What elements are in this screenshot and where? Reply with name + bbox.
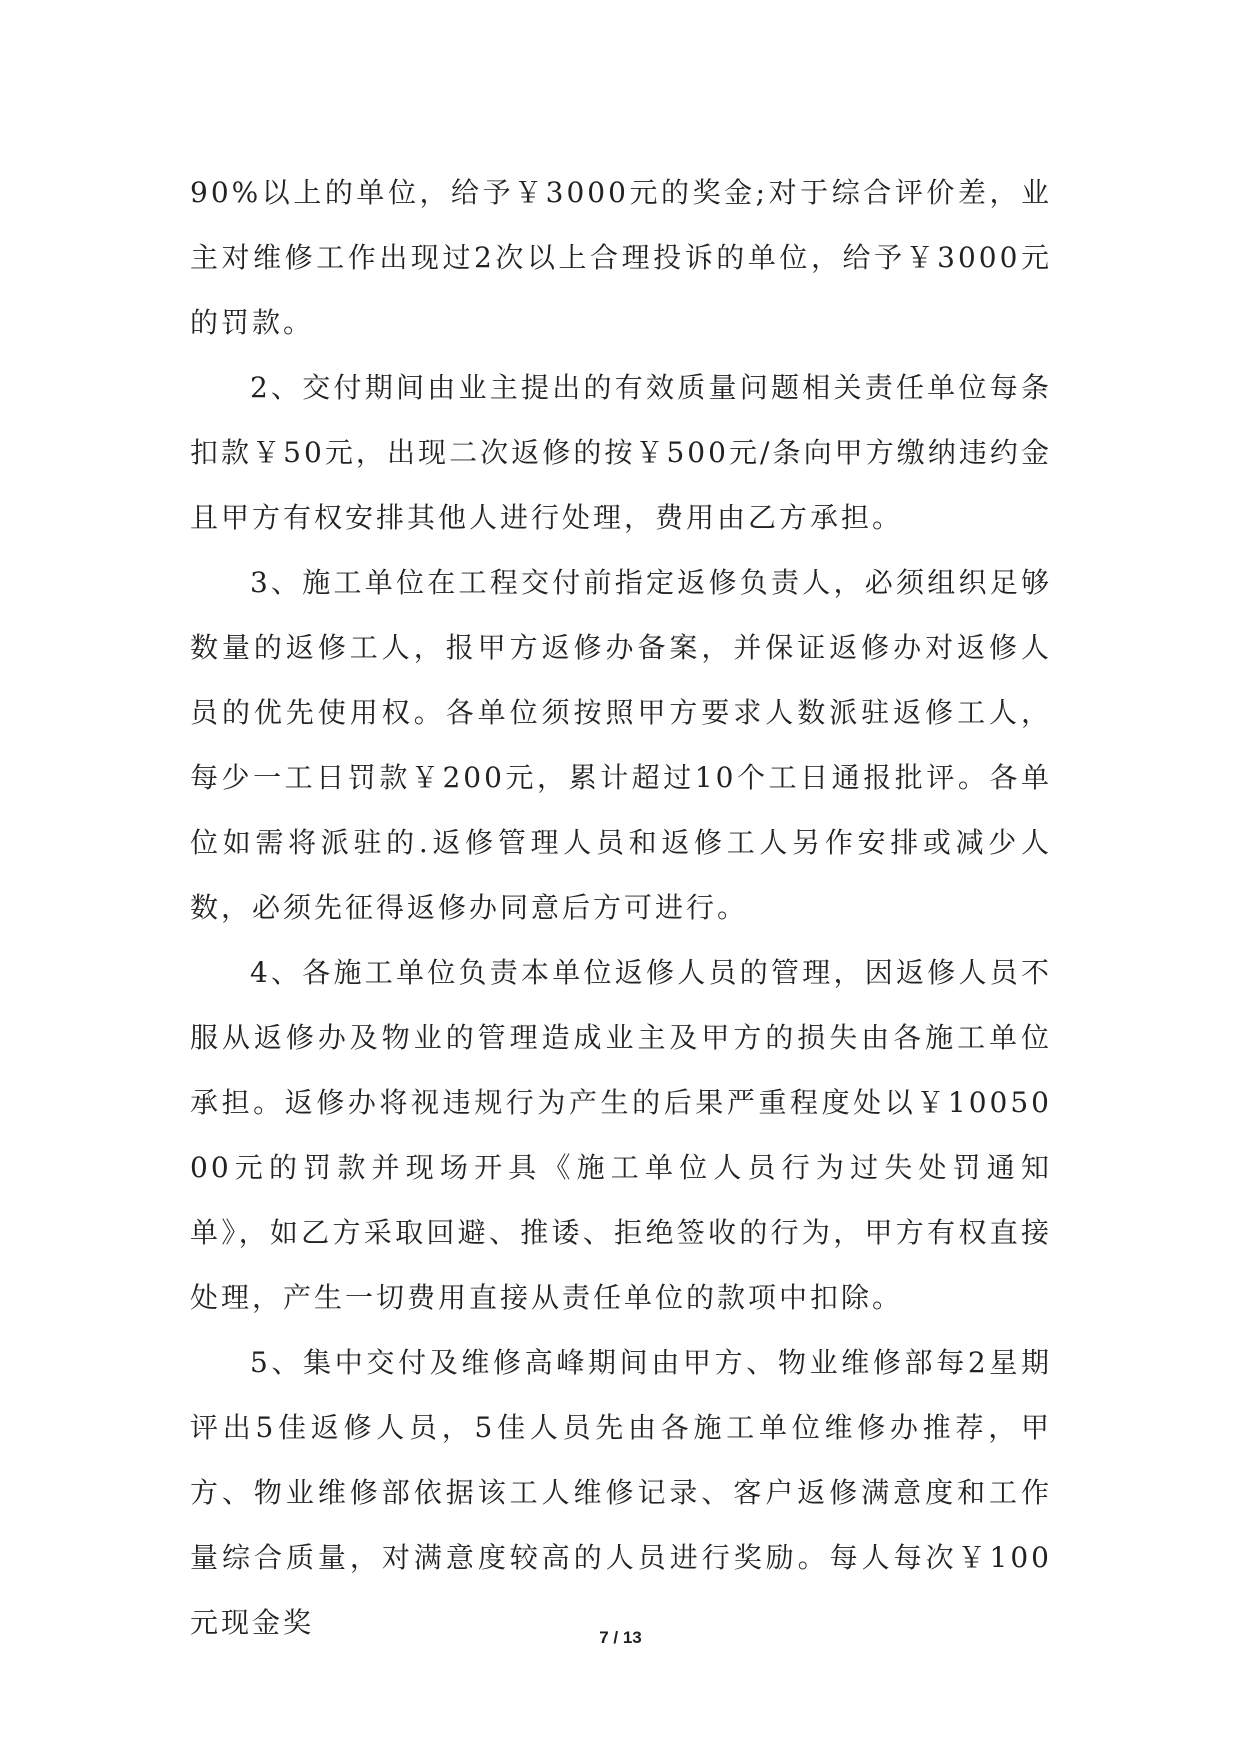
document-body [190,160,1052,1655]
page-number: 7 / 13 [599,1628,642,1647]
paragraph-continuation: 90%以上的单位，给予￥3000元的奖金;对于综合评价差，业主对维修工作出现过2次以上合理投诉的单位，给予￥3000元的罚款。 [190,176,1052,339]
paragraph-item-2: 2、交付期间由业主提出的有效质量问题相关责任单位每条扣款￥50元，出现二次返修的按￥500元/条向甲方缴纳违约金且甲方有权安排其他人进行处理，费用由乙方承担。 [190,371,1052,534]
paragraph-item-5: 5、集中交付及维修高峰期间由甲方、物业维修部每2星期评出5佳返修人员，5佳人员先由各施工单位维修办推荐，甲方、物业维修部依据该工人维修记录、客户返修满意度和工作量综合质量，对满意度较高的人员进行奖励。每人每次￥100元现金奖 [190,1346,1052,1639]
paragraph-item-3: 3、施工单位在工程交付前指定返修负责人，必须组织足够数量的返修工人，报甲方返修办备案，并保证返修办对返修人员的优先使用权。各单位须按照甲方要求人数派驻返修工人，每少一工日罚款￥200元，累计超过10个工日通报批评。各单位如需将派驻的.返修管理人员和返修工人另作安排或减少人数，必须先征得返修办同意后方可进行。 [190,566,1052,924]
paragraph-item-4: 4、各施工单位负责本单位返修人员的管理，因返修人员不服从返修办及物业的管理造成业主及甲方的损失由各施工单位承担。返修办将视违规行为产生的后果严重程度处以￥1005000元的罚款并现场开具《施工单位人员行为过失处罚通知单》，如乙方采取回避、推诿、拒绝签收的行为，甲方有权直接处理，产生一切费用直接从责任单位的款项中扣除。 [190,956,1052,1314]
